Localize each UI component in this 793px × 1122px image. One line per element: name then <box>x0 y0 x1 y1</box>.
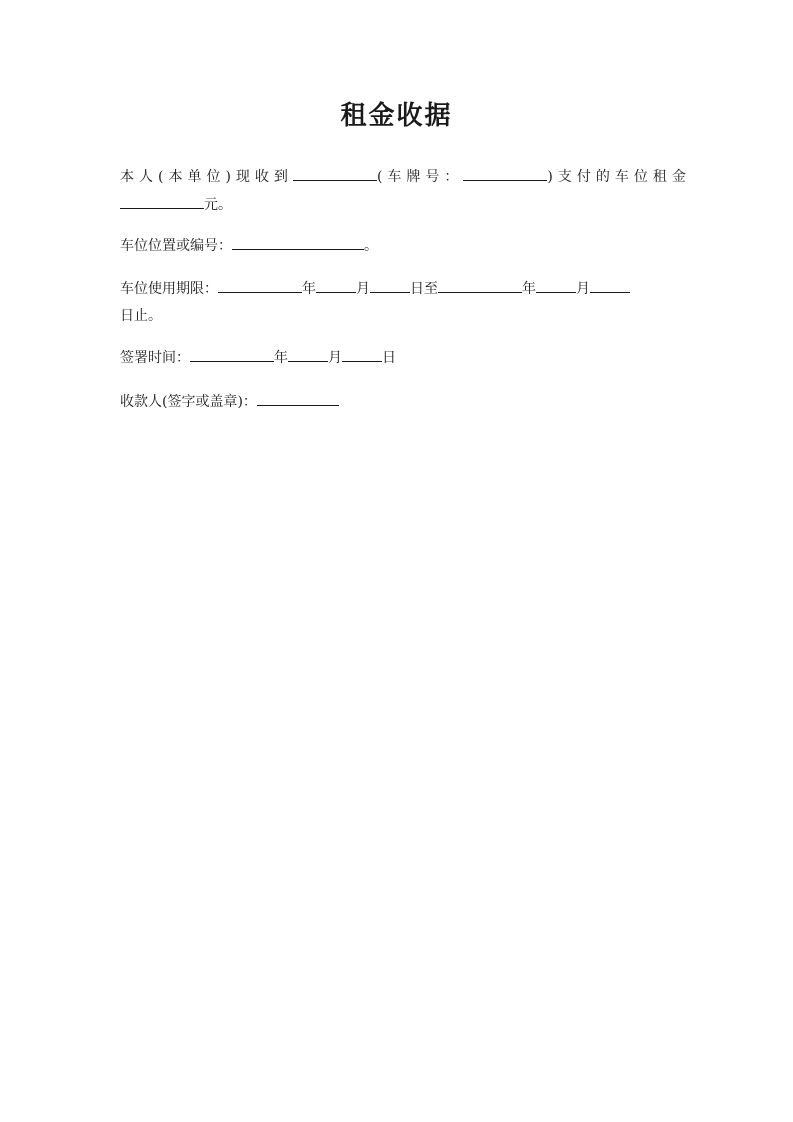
day-to-label: 日至 <box>410 281 438 297</box>
period-mark: 。 <box>364 238 378 254</box>
usage-period-label: 车位使用期限： <box>120 281 218 297</box>
period-end-line <box>120 306 162 326</box>
amount-blank[interactable] <box>120 194 204 209</box>
year-label: 年 <box>302 281 316 297</box>
sign-month-label: 月 <box>328 350 342 366</box>
period-end-label: 日止。 <box>120 308 162 324</box>
received-from-label: 本人(本单位)现收到 <box>120 169 293 185</box>
month-label: 月 <box>356 281 370 297</box>
signing-time-line <box>120 347 396 368</box>
amount-line <box>120 194 232 215</box>
sign-day-label: 日 <box>382 350 396 366</box>
plate-number-label: (车牌号： <box>376 169 464 185</box>
signing-time-label: 签署时间： <box>120 350 190 366</box>
paid-rent-label: )支付的车位租金 <box>547 169 691 185</box>
sign-day-blank[interactable] <box>342 347 382 362</box>
plate-number-blank[interactable] <box>463 166 547 181</box>
end-year-blank[interactable] <box>438 278 522 293</box>
usage-period-line <box>120 278 630 299</box>
start-year-blank[interactable] <box>218 278 302 293</box>
payee-signature-blank[interactable] <box>257 391 339 406</box>
year2-label: 年 <box>522 281 536 297</box>
parking-location-line <box>120 235 378 256</box>
sign-year-blank[interactable] <box>190 347 274 362</box>
sign-year-label: 年 <box>274 350 288 366</box>
parking-location-label: 车位位置或编号： <box>120 238 232 254</box>
yuan-label: 元。 <box>204 197 232 213</box>
payee-label: 收款人(签字或盖章)： <box>120 394 257 410</box>
sign-month-blank[interactable] <box>288 347 328 362</box>
payer-blank[interactable] <box>293 166 377 181</box>
start-month-blank[interactable] <box>316 278 356 293</box>
parking-location-blank[interactable] <box>232 235 364 250</box>
end-day-blank[interactable] <box>590 278 630 293</box>
payee-line <box>120 391 339 412</box>
end-month-blank[interactable] <box>536 278 576 293</box>
month2-label: 月 <box>576 281 590 297</box>
received-from-line <box>120 166 691 187</box>
start-day-blank[interactable] <box>370 278 410 293</box>
page-title: 租金收据 <box>340 101 453 131</box>
